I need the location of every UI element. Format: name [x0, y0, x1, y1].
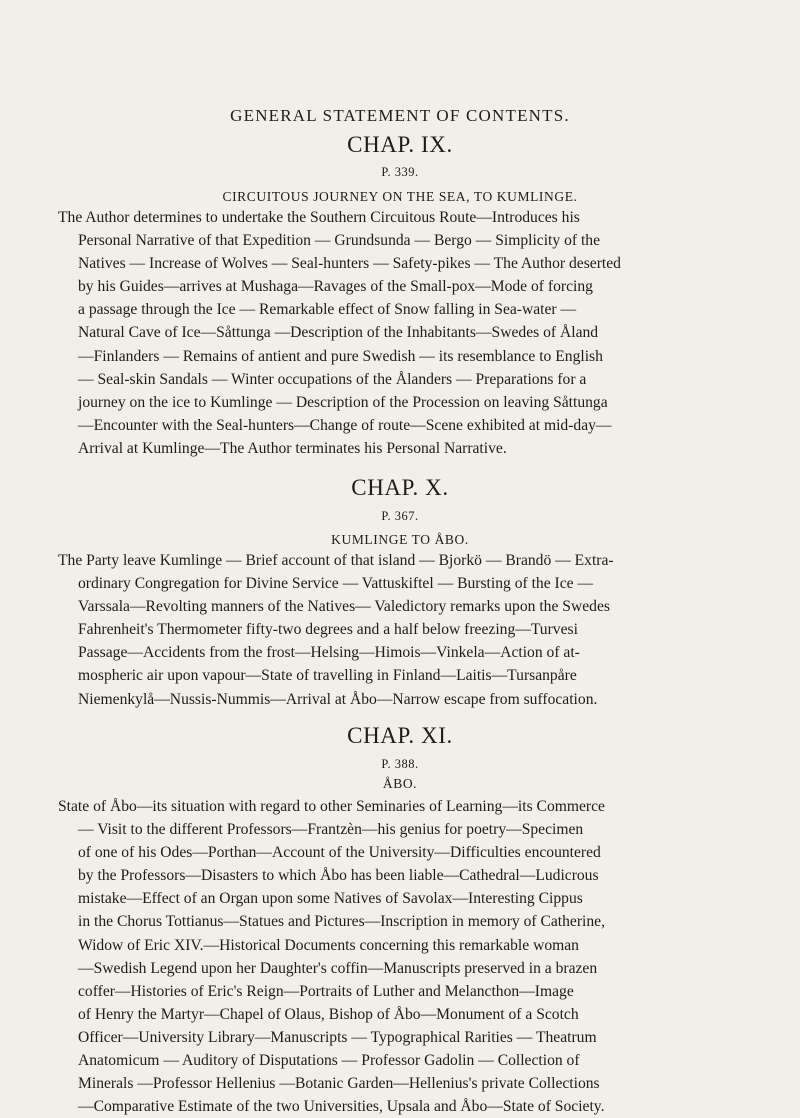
summary-line: State of Åbo—its situation with regard to other Seminaries of Learning—its Commerce	[58, 798, 605, 815]
summary-line: coffer—Histories of Eric's Reign—Portraits of Luther and Melancthon—Image	[78, 982, 574, 1000]
chapter-10-summary	[58, 549, 759, 711]
summary-line: Minerals —Professor Hellenius —Botanic Garden—Hellenius's private Collections	[78, 1075, 600, 1093]
summary-line: — Seal-skin Sandals — Winter occupations of the Ålanders — Preparations for a	[78, 370, 587, 388]
summary-line: Personal Narrative of that Expedition — Grundsunda — Bergo — Simplicity of the	[78, 232, 601, 250]
summary-line: by the Professors—Disasters to which Åbo has been liable—Cathedral—Ludicrous	[78, 867, 599, 885]
chapter-10-subtitle: KUMLINGE TO ÅBO.	[331, 532, 469, 547]
summary-line: Fahrenheit's Thermometer fifty-two degrees and a half below freezing—Turvesi	[78, 621, 578, 639]
summary-line: a passage through the Ice — Remarkable effect of Snow falling in Sea-water —	[78, 301, 577, 319]
summary-line: of one of his Odes—Porthan—Account of the University—Difficulties encountered	[78, 844, 601, 862]
chapter-9-title: CHAP. IX.	[347, 132, 453, 157]
summary-line: — Visit to the different Professors—Frantzèn—his genius for poetry—Specimen	[78, 821, 584, 839]
page-header: GENERAL STATEMENT OF CONTENTS.	[230, 106, 570, 125]
summary-line: journey on the ice to Kumlinge — Description of the Procession on leaving Såttunga	[78, 393, 608, 411]
summary-line: mospheric air upon vapour—State of travelling in Finland—Laitis—Tursanpåre	[78, 667, 577, 685]
summary-line: Natural Cave of Ice—Såttunga —Description of the Inhabitants—Swedes of Åland	[78, 324, 599, 342]
summary-line: of Henry the Martyr—Chapel of Olaus, Bishop of Åbo—Monument of a Scotch	[78, 1005, 579, 1023]
summary-line: Widow of Eric XIV.—Historical Documents concerning this remarkable woman	[78, 936, 579, 954]
summary-line: Varssala—Revolting manners of the Natives— Valedictory remarks upon the Swedes	[78, 598, 610, 616]
summary-line: in the Chorus Tottianus—Statues and Pictures—Inscription in memory of Catherine,	[78, 913, 605, 931]
summary-line: by his Guides—arrives at Mushaga—Ravages of the Small-pox—Mode of forcing	[78, 278, 593, 296]
summary-line: —Encounter with the Seal-hunters—Change of route—Scene exhibited at mid-day—	[78, 416, 612, 434]
summary-line: ordinary Congregation for Divine Service — Vattuskiftel — Bursting of the Ice —	[78, 575, 594, 593]
chapter-11-page: P. 388.	[381, 757, 419, 771]
summary-line: Officer—University Library—Manuscripts — Typographical Rarities — Theatrum	[78, 1028, 597, 1046]
chapter-11-title: CHAP. XI.	[347, 723, 453, 748]
summary-line: Passage—Accidents from the frost—Helsing—Himois—Vinkela—Action of at-	[78, 644, 580, 662]
summary-line: Natives — Increase of Wolves — Seal-hunters — Safety-pikes — The Author deserted	[78, 255, 621, 273]
summary-line: The Author determines to undertake the Southern Circuitous Route—Introduces his	[58, 209, 580, 226]
summary-line: Niemenkylå—Nussis-Nummis—Arrival at Åbo—Narrow escape from suffocation.	[78, 690, 598, 708]
summary-line: mistake—Effect of an Organ upon some Natives of Savolax—Interesting Cippus	[78, 890, 583, 908]
chapter-11-subtitle: ÅBO.	[382, 776, 418, 791]
chapter-9-page: P. 339.	[381, 165, 419, 179]
summary-line: Anatomicum — Auditory of Disputations — Professor Gadolin — Collection of	[78, 1052, 580, 1070]
summary-line: —Swedish Legend upon her Daughter's coffin—Manuscripts preserved in a brazen	[78, 959, 598, 977]
summary-line: —Comparative Estimate of the two Universities, Upsala and Åbo—State of Society.	[78, 1098, 605, 1116]
chapter-9-summary	[58, 206, 759, 460]
summary-line: —Finlanders — Remains of antient and pure Swedish — its resemblance to English	[78, 347, 603, 365]
chapter-10-title: CHAP. X.	[351, 475, 449, 500]
chapter-11-summary	[58, 795, 759, 1118]
summary-line: Arrival at Kumlinge—The Author terminates his Personal Narrative.	[78, 439, 507, 457]
chapter-9-subtitle: CIRCUITOUS JOURNEY ON THE SEA, TO KUMLINGE.	[222, 189, 578, 204]
summary-line: The Party leave Kumlinge — Brief account of that island — Bjorkö — Brandö — Extra-	[58, 552, 614, 569]
chapter-10-page: P. 367.	[381, 509, 419, 523]
